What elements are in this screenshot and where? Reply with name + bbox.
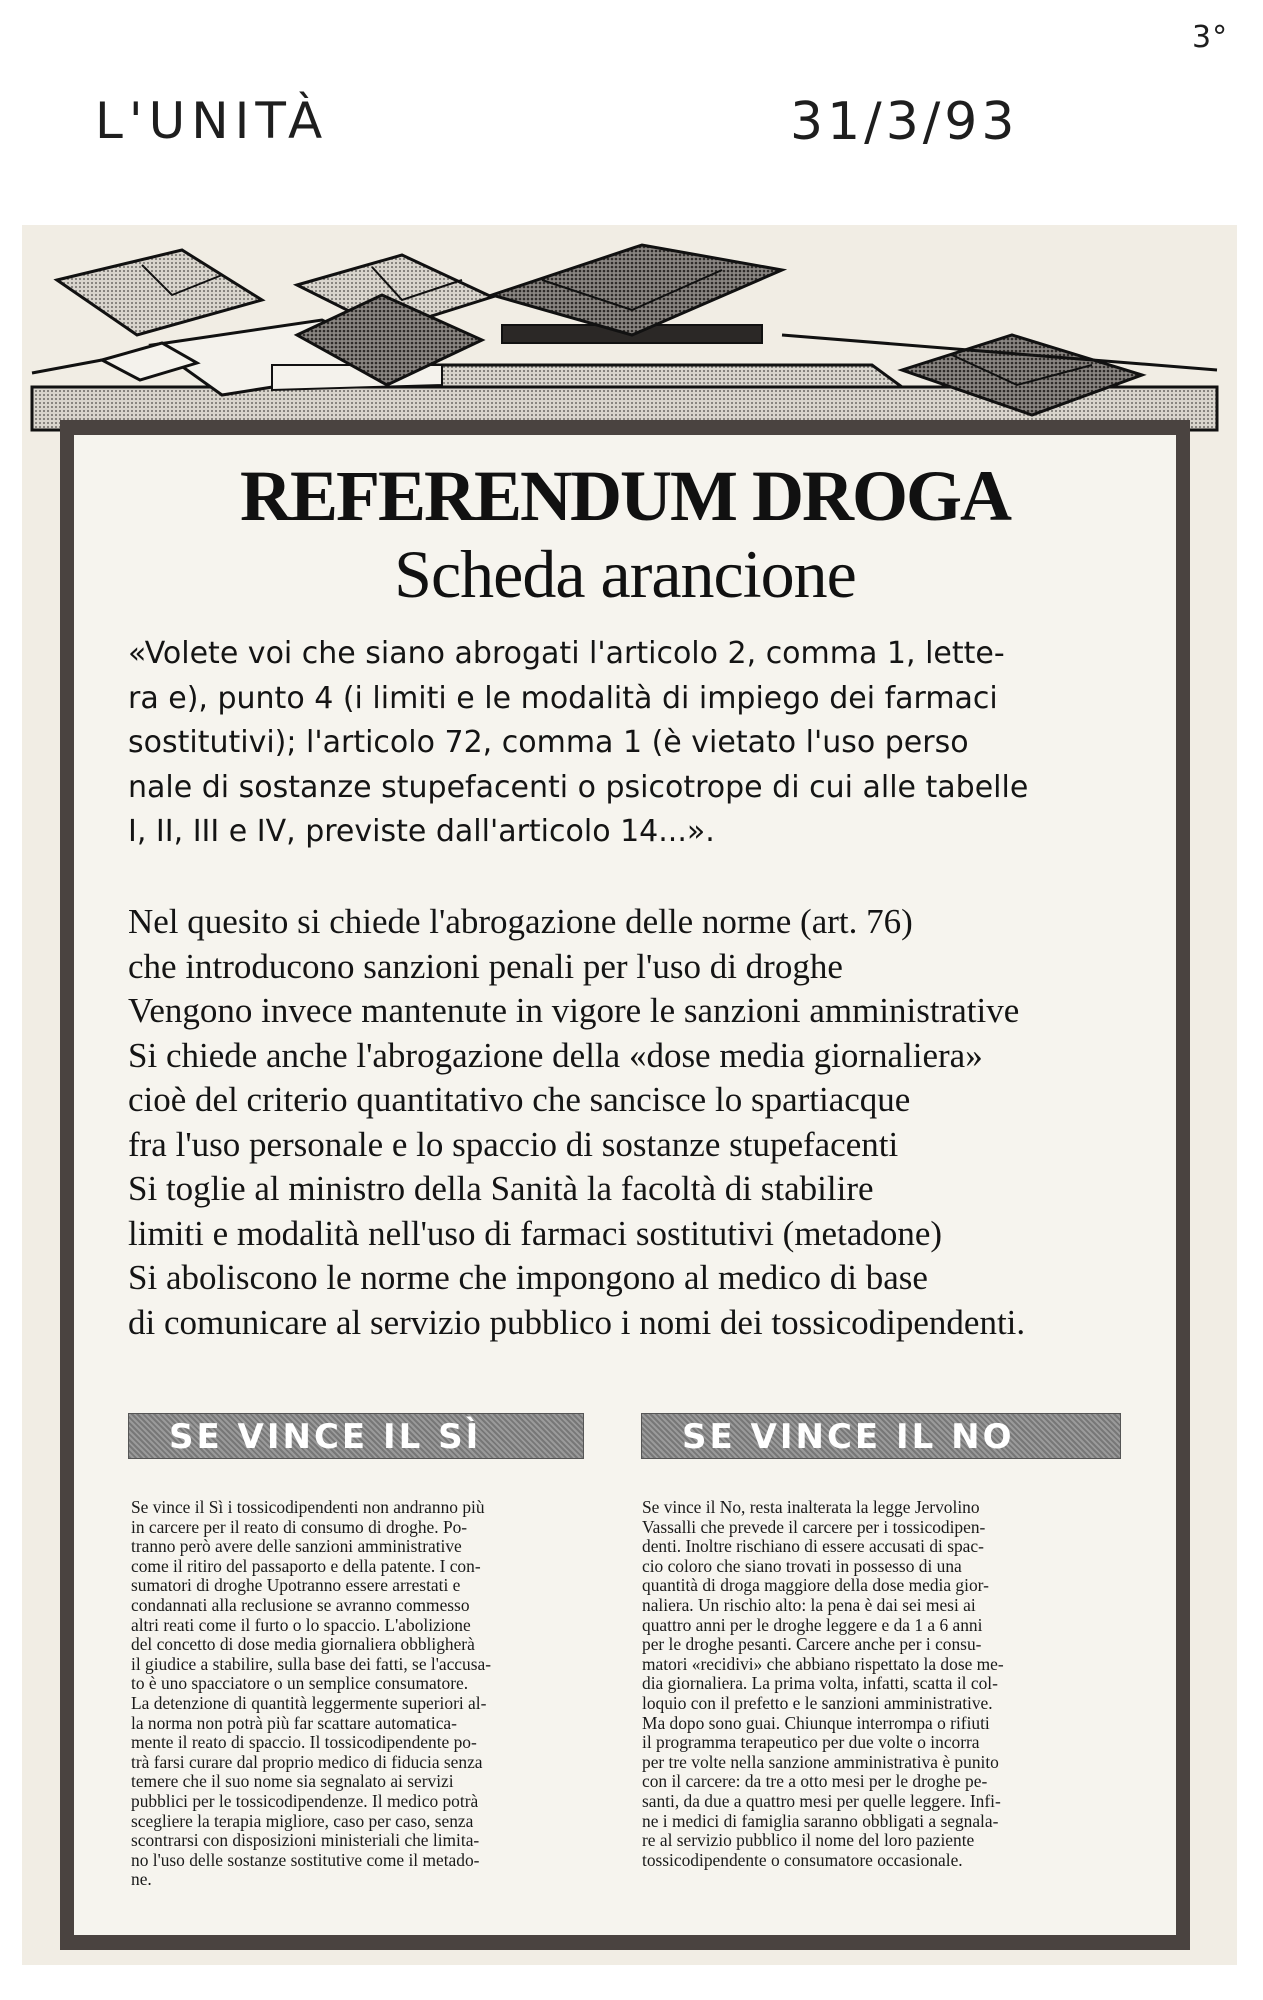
summary-line: fra l'uso personale e lo spaccio di sostanze stupefacenti xyxy=(128,1124,899,1164)
article-subtitle: Scheda arancione xyxy=(394,536,856,612)
question-line: I, II, III e IV, previste dall'articolo 14...». xyxy=(128,814,715,849)
no-line: quattro anni per le droghe leggere e da 1 a 6 anni xyxy=(642,1614,983,1635)
article-panel xyxy=(74,435,1176,1935)
summary-line: Nel quesito si chiede l'abrogazione delle norme (art. 76) xyxy=(128,902,913,941)
yes-column-header: SE VINCE IL SÌ xyxy=(128,1413,584,1459)
no-line: cio coloro che siano trovati in possesso di una xyxy=(642,1555,962,1576)
yes-line: del concetto di dose media giornaliera obbligherà xyxy=(131,1634,475,1655)
yes-line: Se vince il Sì i tossicodipendenti non andranno più xyxy=(131,1497,485,1517)
question-line: «Volete voi che siano abrogati l'articolo 2, comma 1, lette- xyxy=(128,636,1005,671)
article-title: REFERENDUM DROGA xyxy=(240,456,1010,536)
yes-line: il giudice a stabilire, sulla base dei fatti, se l'accusa- xyxy=(131,1653,491,1674)
summary-line: Si chiede anche l'abrogazione della «dose media giornaliera» xyxy=(128,1035,983,1075)
no-line: santi, da due a quattro mesi per quelle leggere. Infi- xyxy=(642,1790,1001,1811)
summary-line: che introducono sanzioni penali per l'uso di droghe xyxy=(128,946,843,986)
yes-line: no l'uso delle sostanze sostitutive come il metado- xyxy=(131,1849,480,1870)
summary-line: Vengono invece mantenute in vigore le sanzioni amministrative xyxy=(128,991,1020,1030)
question-line: nale di sostanze stupefacenti o psicotrope di cui alle tabelle xyxy=(128,769,1029,805)
no-line: tossicodipendente o consumatore occasionale. xyxy=(642,1849,963,1870)
question-line: ra e), punto 4 (i limiti e le modalità di impiego dei farmaci xyxy=(128,680,998,716)
no-line: con il carcere: da tre a otto mesi per le droghe pe- xyxy=(642,1771,988,1792)
no-line: Se vince il No, resta inalterata la legge Jervolino xyxy=(642,1497,980,1517)
no-line: matori «recidivi» che abbiano rispettato la dose me- xyxy=(642,1653,1004,1674)
no-line: Vassalli che prevede il carcere per i tossicodipen- xyxy=(642,1516,986,1537)
yes-line: mente il reato di spaccio. Il tossicodipendente po- xyxy=(131,1732,477,1753)
no-line: denti. Inoltre rischiano di essere accusati di spac- xyxy=(642,1536,984,1557)
yes-line: to è uno spacciatore o un semplice consumatore. xyxy=(131,1673,469,1694)
yes-column-text xyxy=(131,1498,586,1890)
newspaper-clipping xyxy=(22,225,1237,1965)
no-line: il programma terapeutico per due volte o incorra xyxy=(642,1732,980,1753)
yes-line: temere che il suo nome sia segnalato ai servizi xyxy=(131,1771,454,1792)
referendum-summary xyxy=(128,900,1148,1345)
no-line: dia giornaliera. La prima volta, infatti, scatta il col- xyxy=(642,1673,998,1694)
yes-line: condannati alla reclusione se avranno commesso xyxy=(131,1594,470,1615)
yes-line: sumatori di droghe Upotranno essere arrestati e xyxy=(131,1575,461,1596)
yes-line: come il ritiro del passaporto e della patente. I con- xyxy=(131,1555,481,1576)
yes-line: trà farsi curare dal proprio medico di fiducia senza xyxy=(131,1751,483,1772)
yes-line: ne. xyxy=(131,1869,152,1890)
summary-line: Si toglie al ministro della Sanità la facoltà di stabilire xyxy=(128,1169,874,1208)
page-number-annotation: 3° xyxy=(1192,20,1229,55)
yes-line: scontrarsi con disposizioni ministeriali che limita- xyxy=(131,1830,480,1851)
no-line: ne i medici di famiglia saranno obbligati a segnala- xyxy=(642,1810,999,1831)
no-line: per tre volte nella sanzione amministrativa è punito xyxy=(642,1751,999,1772)
ballot-boxes-illustration xyxy=(22,225,1237,440)
masthead-annotation: L'UNITÀ xyxy=(95,92,329,150)
yes-line: tranno però avere delle sanzioni amministrative xyxy=(131,1536,462,1557)
no-line: loquio con il prefetto e le sanzioni amministrative. xyxy=(642,1692,993,1713)
no-column-text xyxy=(642,1498,1112,1870)
summary-line: Si aboliscono le norme che impongono al medico di base xyxy=(128,1258,928,1297)
date-annotation: 31/3/93 xyxy=(790,92,1019,152)
no-line: per le droghe pesanti. Carcere anche per i consu- xyxy=(642,1634,982,1655)
yes-line: scegliere la terapia migliore, caso per caso, senza xyxy=(131,1810,474,1831)
yes-line: la norma non potrà più far scattare automatica- xyxy=(131,1712,457,1733)
question-line: sostitutivi); l'articolo 72, comma 1 (è vietato l'uso perso xyxy=(128,725,969,760)
yes-line: in carcere per il reato di consumo di droghe. Po- xyxy=(131,1516,468,1537)
referendum-question xyxy=(128,632,1128,855)
summary-line: limiti e modalità nell'uso di farmaci sostitutivi (metadone) xyxy=(128,1213,943,1253)
yes-line: pubblici per le tossicodipendenze. Il medico potrà xyxy=(131,1790,479,1811)
no-column-header: SE VINCE IL NO xyxy=(641,1413,1121,1459)
no-line: re al servizio pubblico il nome del loro paziente xyxy=(642,1830,975,1851)
no-line: quantità di droga maggiore della dose media gior- xyxy=(642,1575,989,1596)
no-line: Ma dopo sono guai. Chiunque interrompa o rifiuti xyxy=(642,1712,990,1733)
summary-line: di comunicare al servizio pubblico i nomi dei tossicodipendenti. xyxy=(128,1302,1026,1342)
no-line: naliera. Un rischio alto: la pena è dai sei mesi ai xyxy=(642,1594,976,1615)
yes-line: La detenzione di quantità leggermente superiori al- xyxy=(131,1692,487,1713)
yes-line: altri reati come il furto o lo spaccio. L'abolizione xyxy=(131,1614,471,1635)
summary-line: cioè del criterio quantitativo che sancisce lo spartiacque xyxy=(128,1080,911,1119)
